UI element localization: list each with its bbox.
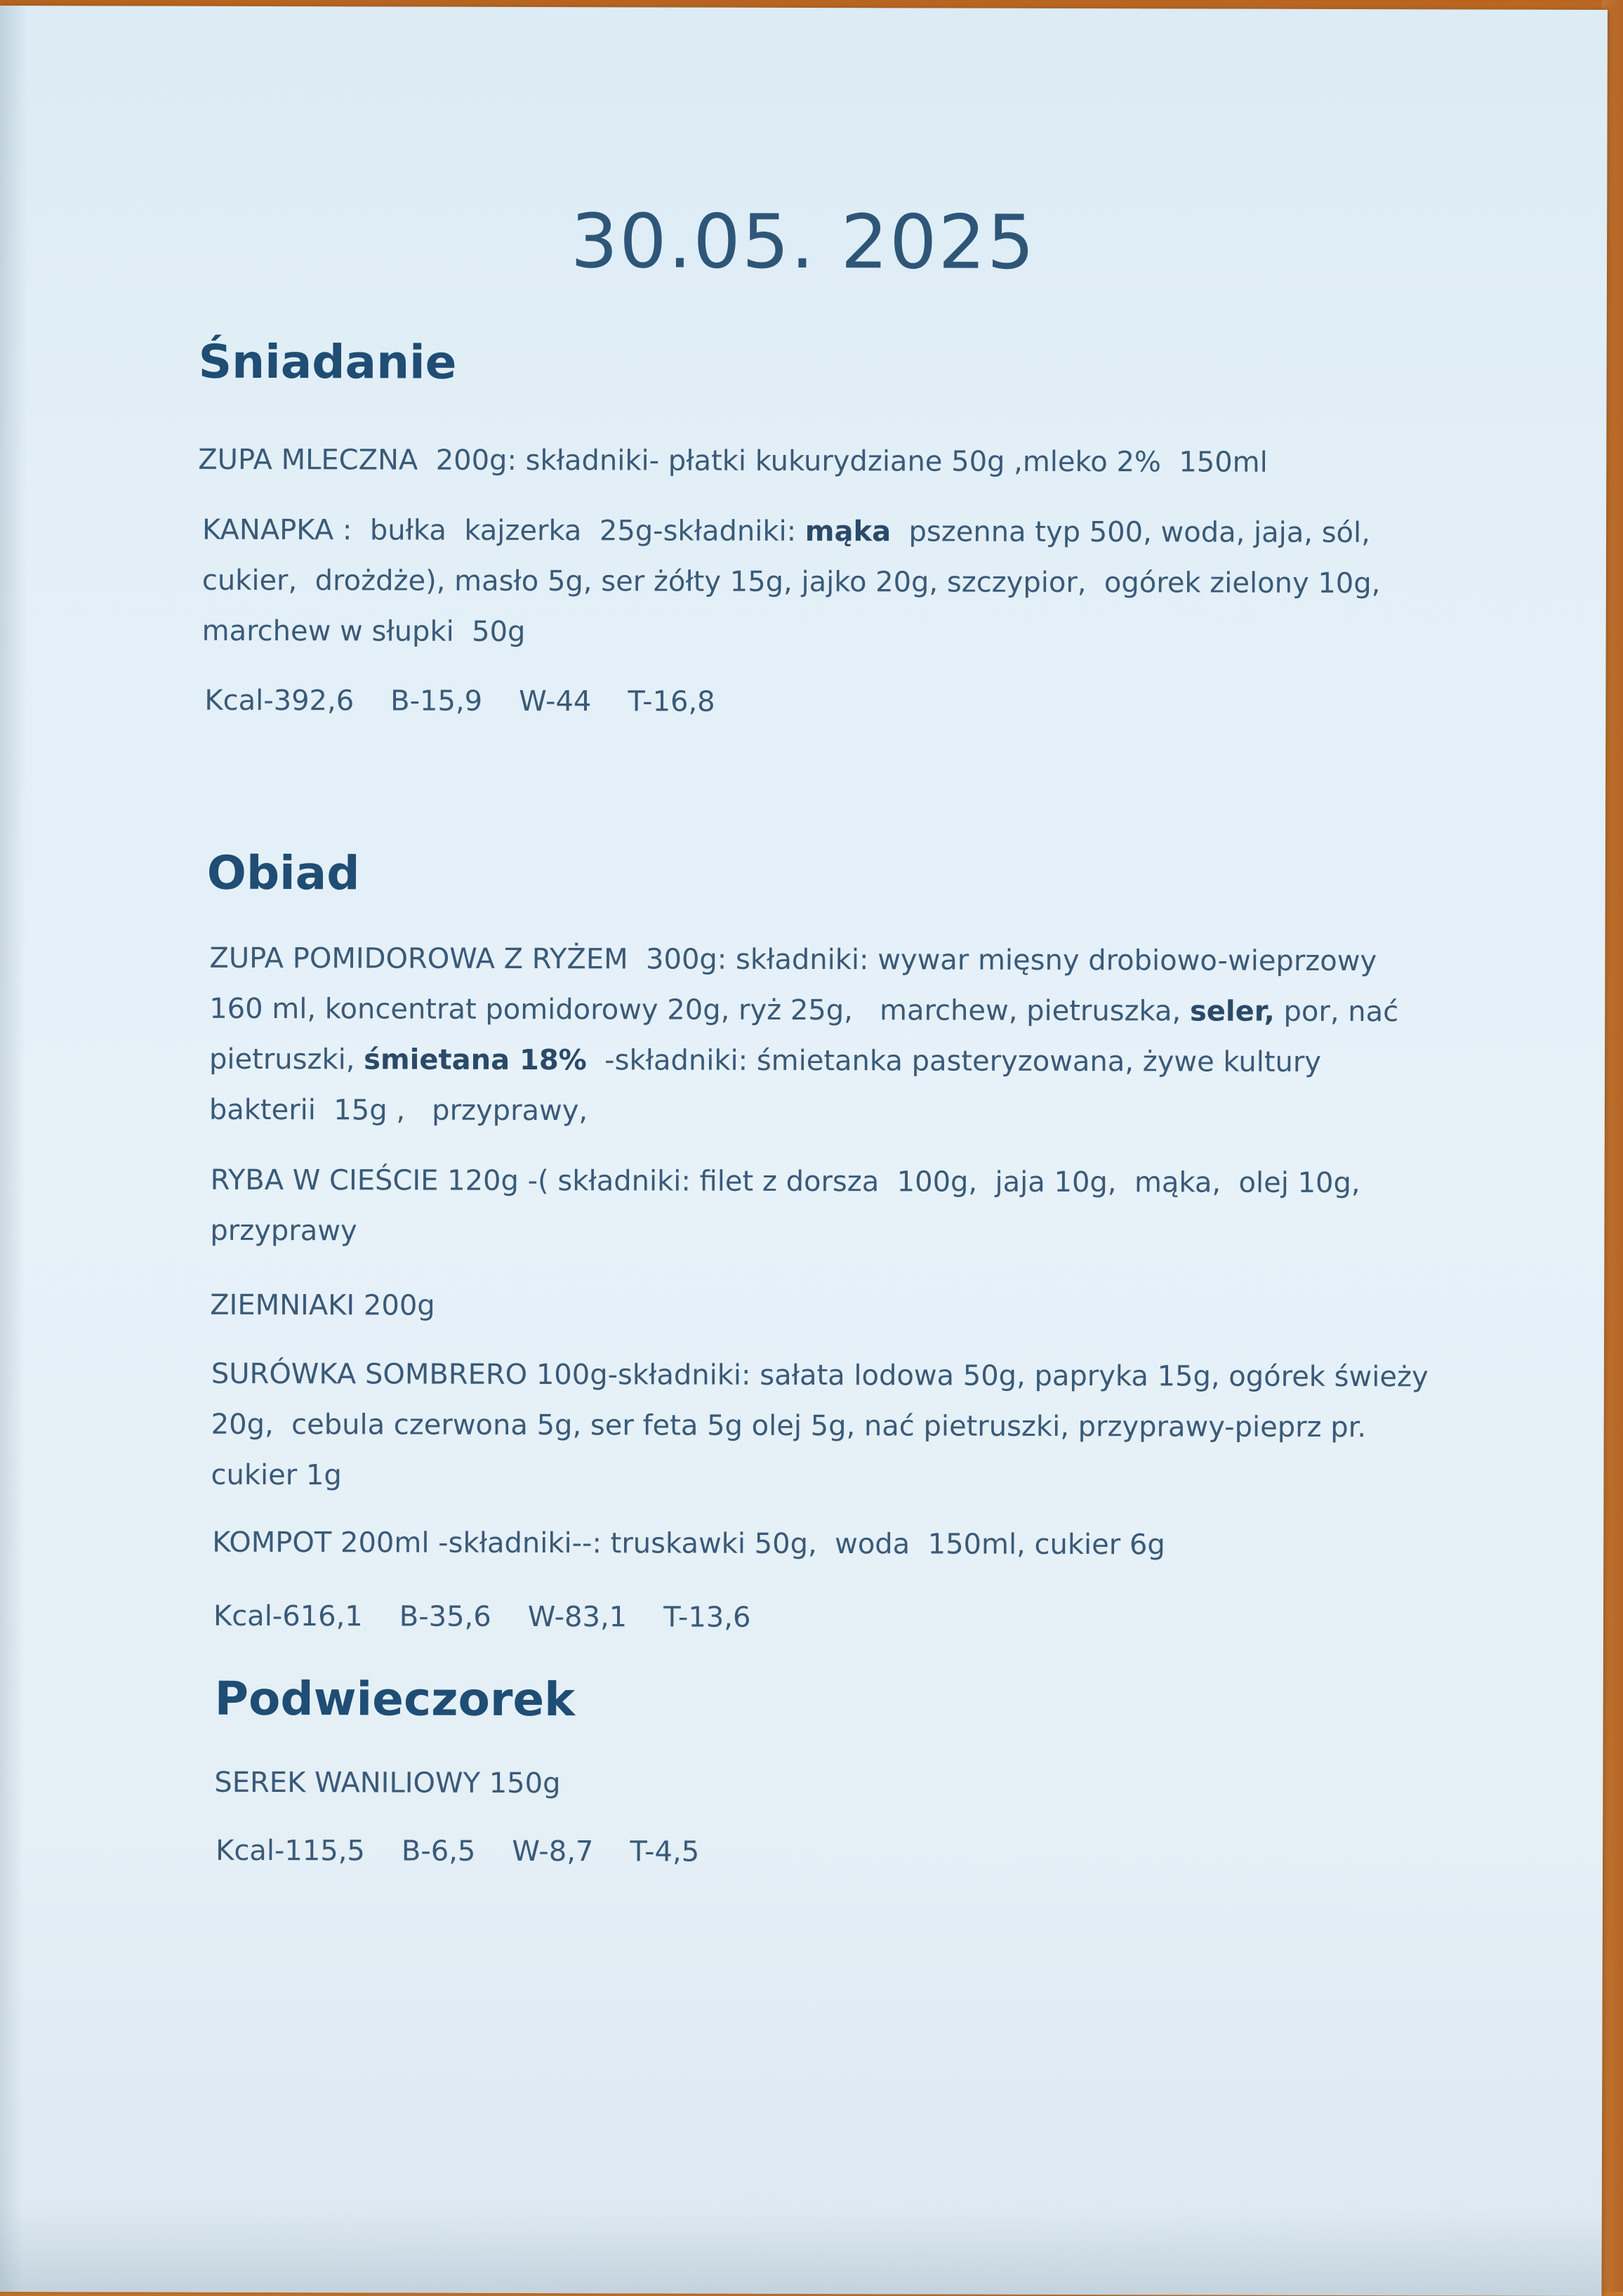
- paper-shadow-bottom: [0, 2208, 1602, 2296]
- sniadanie-w: W-44: [519, 685, 592, 718]
- podwieczorek-kcal: Kcal-115,5: [216, 1834, 365, 1868]
- section-title-obiad: Obiad: [206, 845, 360, 901]
- obiad-b: B-35,6: [399, 1600, 491, 1633]
- kanapka-bold-maka: mąka: [804, 515, 892, 548]
- sniadanie-kcal: Kcal-392,6: [204, 684, 355, 718]
- obiad-ziemniaki: ZIEMNIAKI 200g: [210, 1288, 435, 1322]
- obiad-zupa-text-1: ZUPA POMIDOROWA Z RYŻEM 300g: składniki: wywar mięsny drobiowo-wieprzowy 160 ml, koncentrat pomidorowy 20g, ryż 25g, marchew, pietruszka,: [209, 942, 1386, 1028]
- obiad-t: T-13,6: [663, 1601, 751, 1634]
- obiad-surowka: SURÓWKA SOMBRERO 100g-składniki: sałata lodowa 50g, papryka 15g, ogórek świeży 20g, cebula czerwona 5g, ser feta 5g olej 5g, nać pietruszki, przyprawy-pieprz pr. cukier 1g: [211, 1357, 1438, 1492]
- obiad-nutrition: [213, 1600, 751, 1634]
- section-title-podwieczorek: Podwieczorek: [214, 1671, 576, 1727]
- podwieczorek-nutrition: [216, 1835, 699, 1868]
- obiad-zupa-bold-seler: seler,: [1189, 995, 1275, 1028]
- paper-shadow-left: [0, 6, 28, 2292]
- menu-date: 30.05. 2025: [570, 198, 1036, 286]
- kanapka-text-1: KANAPKA : bułka kajzerka 25g-składniki:: [201, 513, 805, 548]
- obiad-ryba: RYBA W CIEŚCIE 120g -( składniki: filet z dorsza 100g, jaja 10g, mąka, olej 10g, przyprawy: [210, 1163, 1370, 1248]
- obiad-kompot: KOMPOT 200ml -składniki--: truskawki 50g, woda 150ml, cukier 6g: [212, 1526, 1165, 1562]
- obiad-zupa-text-2: por, nać pietruszki,: [209, 995, 1407, 1076]
- sniadanie-zupa: ZUPA MLECZNA 200g: składniki- płatki kukurydziane 50g ,mleko 2% 150ml: [198, 443, 1268, 479]
- sniadanie-nutrition: [204, 685, 715, 718]
- obiad-w: W-83,1: [527, 1600, 628, 1634]
- podwieczorek-t: T-4,5: [630, 1835, 700, 1868]
- sniadanie-t: T-16,8: [628, 685, 715, 718]
- obiad-zupa-text-3: -składniki: śmietanka pasteryzowana, żywe kultury bakterii 15g , przyprawy,: [208, 1044, 1330, 1128]
- podwieczorek-serek: SEREK WANILIOWY 150g: [214, 1766, 561, 1800]
- obiad-zupa: [209, 933, 1417, 1139]
- section-title-sniadanie: Śniadanie: [198, 334, 457, 390]
- sniadanie-kanapka: [201, 505, 1426, 660]
- kanapka-text-2: pszenna typ 500, woda, jaja, sól, cukier, drożdże), masło 5g, ser żółty 15g, jajko 20g, szczypior, ogórek zielony 10g, marchew w słupki 50g: [201, 515, 1426, 648]
- obiad-kcal: Kcal-616,1: [213, 1599, 363, 1633]
- obiad-zupa-bold-smietana: śmietana 18%: [364, 1043, 587, 1077]
- podwieczorek-w: W-8,7: [512, 1835, 594, 1868]
- menu-sheet: [0, 6, 1608, 2296]
- podwieczorek-b: B-6,5: [401, 1835, 476, 1868]
- sniadanie-b: B-15,9: [390, 685, 483, 718]
